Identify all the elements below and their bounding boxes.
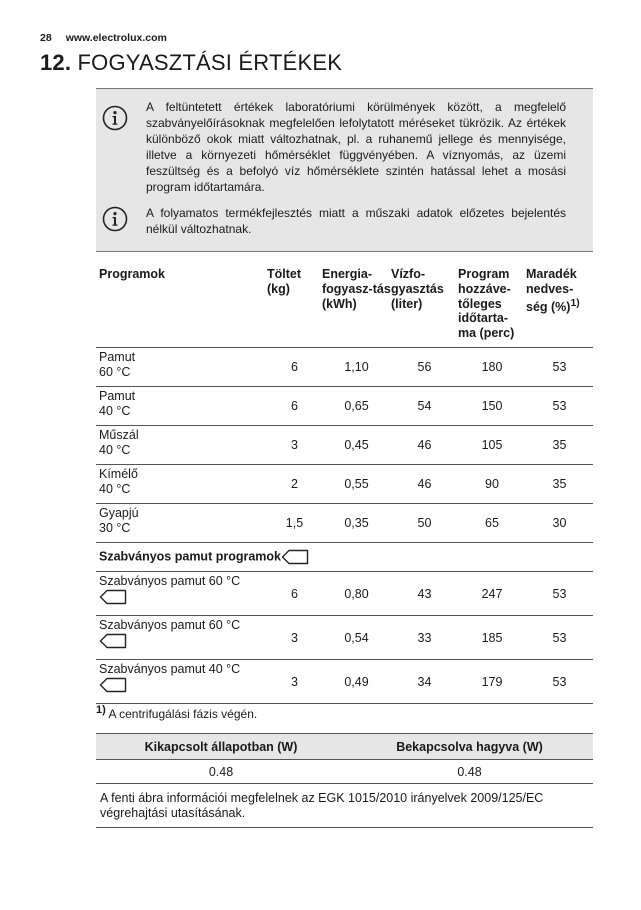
standard-program-icon xyxy=(99,677,127,693)
moisture-cell: 53 xyxy=(526,660,593,704)
duration-cell: 180 xyxy=(458,348,526,387)
duration-cell: 105 xyxy=(458,426,526,465)
duration-cell: 247 xyxy=(458,572,526,616)
moisture-cell: 53 xyxy=(526,348,593,387)
col-header-moisture-text: Maradék nedves-ség (%) xyxy=(526,267,577,314)
program-name: Gyapjú xyxy=(99,506,139,520)
power-header-row xyxy=(96,734,593,760)
water-cell: 50 xyxy=(391,504,458,543)
col-header-program: Programok xyxy=(96,260,267,348)
moisture-cell: 53 xyxy=(526,572,593,616)
table-row xyxy=(96,504,593,543)
water-cell: 34 xyxy=(391,660,458,704)
program-name: Pamut xyxy=(99,389,136,403)
program-temperature: 40 °C xyxy=(99,404,131,418)
table-row xyxy=(96,426,593,465)
water-cell: 43 xyxy=(391,572,458,616)
program-name: Szabványos pamut 60 °C xyxy=(99,618,241,632)
program-cell xyxy=(96,660,267,704)
water-cell: 33 xyxy=(391,616,458,660)
info-note-text: A feltüntetett értékek laboratóriumi körülmények között, a megfelelő szabványelőírásoknak megfelelően lefolytatott méréseket tükrözik. Az értékek különböző okok miatt változhatnak, pl. a ruhanemű jellege és mennyisége, illetve a környezeti hőmérséklet függvényében. A víznyomás, az üzemi feszültség és a befolyó víz hőmérséklete szintén hatással lehet a mosási program időtartamára. xyxy=(146,100,566,194)
load-cell: 2 xyxy=(267,465,322,504)
program-cell xyxy=(96,504,267,543)
power-consumption-table xyxy=(96,733,593,828)
moisture-cell: 35 xyxy=(526,465,593,504)
load-cell: 3 xyxy=(267,660,322,704)
power-note-row xyxy=(96,784,593,828)
moisture-cell: 53 xyxy=(526,616,593,660)
col-header-water: Vízfo-gyasztás (liter) xyxy=(391,260,458,348)
table-row xyxy=(96,572,593,616)
left-on-header: Bekapcsolva hagyva (W) xyxy=(346,734,593,760)
info-note-text: A folyamatos termékfejlesztés miatt a műszaki adatok előzetes bejelentés nélkül változhatnak. xyxy=(146,206,566,236)
info-box xyxy=(96,88,593,252)
section-number: 12. xyxy=(40,50,72,75)
table-row xyxy=(96,387,593,426)
duration-cell: 65 xyxy=(458,504,526,543)
water-cell: 56 xyxy=(391,348,458,387)
energy-cell: 0,65 xyxy=(322,387,391,426)
program-cell xyxy=(96,572,267,616)
duration-cell: 90 xyxy=(458,465,526,504)
program-cell xyxy=(96,426,267,465)
left-on-value: 0.48 xyxy=(346,760,593,784)
info-icon xyxy=(102,206,128,232)
energy-cell: 0,54 xyxy=(322,616,391,660)
program-name: Kímélő xyxy=(99,467,138,481)
footnote-text: A centrifugálási fázis végén. xyxy=(108,707,258,721)
standard-program-icon xyxy=(99,633,127,649)
website-url: www.electrolux.com xyxy=(65,32,167,44)
moisture-cell: 30 xyxy=(526,504,593,543)
water-cell: 46 xyxy=(391,426,458,465)
load-cell: 1,5 xyxy=(267,504,322,543)
footnote-mark: 1) xyxy=(570,297,580,309)
col-header-load: Töltet (kg) xyxy=(267,260,322,348)
program-temperature: 40 °C xyxy=(99,443,131,457)
standard-program-icon xyxy=(99,589,127,605)
standard-programs-heading xyxy=(96,543,593,572)
off-mode-header: Kikapcsolt állapotban (W) xyxy=(96,734,346,760)
duration-cell: 179 xyxy=(458,660,526,704)
standard-programs-heading-text: Szabványos pamut programok xyxy=(99,549,281,564)
col-header-moisture xyxy=(526,260,593,348)
duration-cell: 185 xyxy=(458,616,526,660)
program-temperature: 30 °C xyxy=(99,521,131,535)
program-name: Pamut xyxy=(99,350,136,364)
water-cell: 46 xyxy=(391,465,458,504)
load-cell: 6 xyxy=(267,572,322,616)
energy-cell: 0,80 xyxy=(322,572,391,616)
program-name: Szabványos pamut 40 °C xyxy=(99,662,241,676)
program-temperature: 60 °C xyxy=(99,365,131,379)
program-cell xyxy=(96,387,267,426)
energy-cell: 0,35 xyxy=(322,504,391,543)
load-cell: 6 xyxy=(267,387,322,426)
standard-program-icon xyxy=(281,549,309,565)
table-footnote xyxy=(96,704,257,721)
program-cell xyxy=(96,348,267,387)
energy-cell: 0,55 xyxy=(322,465,391,504)
program-cell xyxy=(96,465,267,504)
table-row xyxy=(96,660,593,704)
regulation-note: A fenti ábra információi megfelelnek az EGK 1015/2010 irányelvek 2009/125/EC végrehajtási utasításának. xyxy=(96,784,593,828)
energy-cell: 0,49 xyxy=(322,660,391,704)
power-value-row xyxy=(96,760,593,784)
table-row xyxy=(96,616,593,660)
duration-cell: 150 xyxy=(458,387,526,426)
col-header-energy: Energia-fogyasz-tás (kWh) xyxy=(322,260,391,348)
moisture-cell: 53 xyxy=(526,387,593,426)
load-cell: 3 xyxy=(267,616,322,660)
footnote-mark: 1) xyxy=(96,704,106,716)
section-title xyxy=(40,50,342,76)
energy-cell: 0,45 xyxy=(322,426,391,465)
info-icon xyxy=(102,105,128,131)
consumption-table xyxy=(96,260,593,704)
page-number: 28 xyxy=(40,32,52,44)
off-mode-value: 0.48 xyxy=(96,760,346,784)
program-cell xyxy=(96,616,267,660)
table-row xyxy=(96,465,593,504)
load-cell: 3 xyxy=(267,426,322,465)
page-header xyxy=(40,32,167,44)
table-row xyxy=(96,348,593,387)
load-cell: 6 xyxy=(267,348,322,387)
table-header-row xyxy=(96,260,593,348)
program-name: Szabványos pamut 60 °C xyxy=(99,574,241,588)
moisture-cell: 35 xyxy=(526,426,593,465)
water-cell: 54 xyxy=(391,387,458,426)
col-header-duration: Program hozzáve-tőleges időtarta-ma (perc) xyxy=(458,260,526,348)
section-title-text: FOGYASZTÁSI ÉRTÉKEK xyxy=(77,50,343,75)
standard-programs-heading-row xyxy=(96,543,593,572)
program-temperature: 40 °C xyxy=(99,482,131,496)
program-name: Műszál xyxy=(99,428,139,442)
energy-cell: 1,10 xyxy=(322,348,391,387)
